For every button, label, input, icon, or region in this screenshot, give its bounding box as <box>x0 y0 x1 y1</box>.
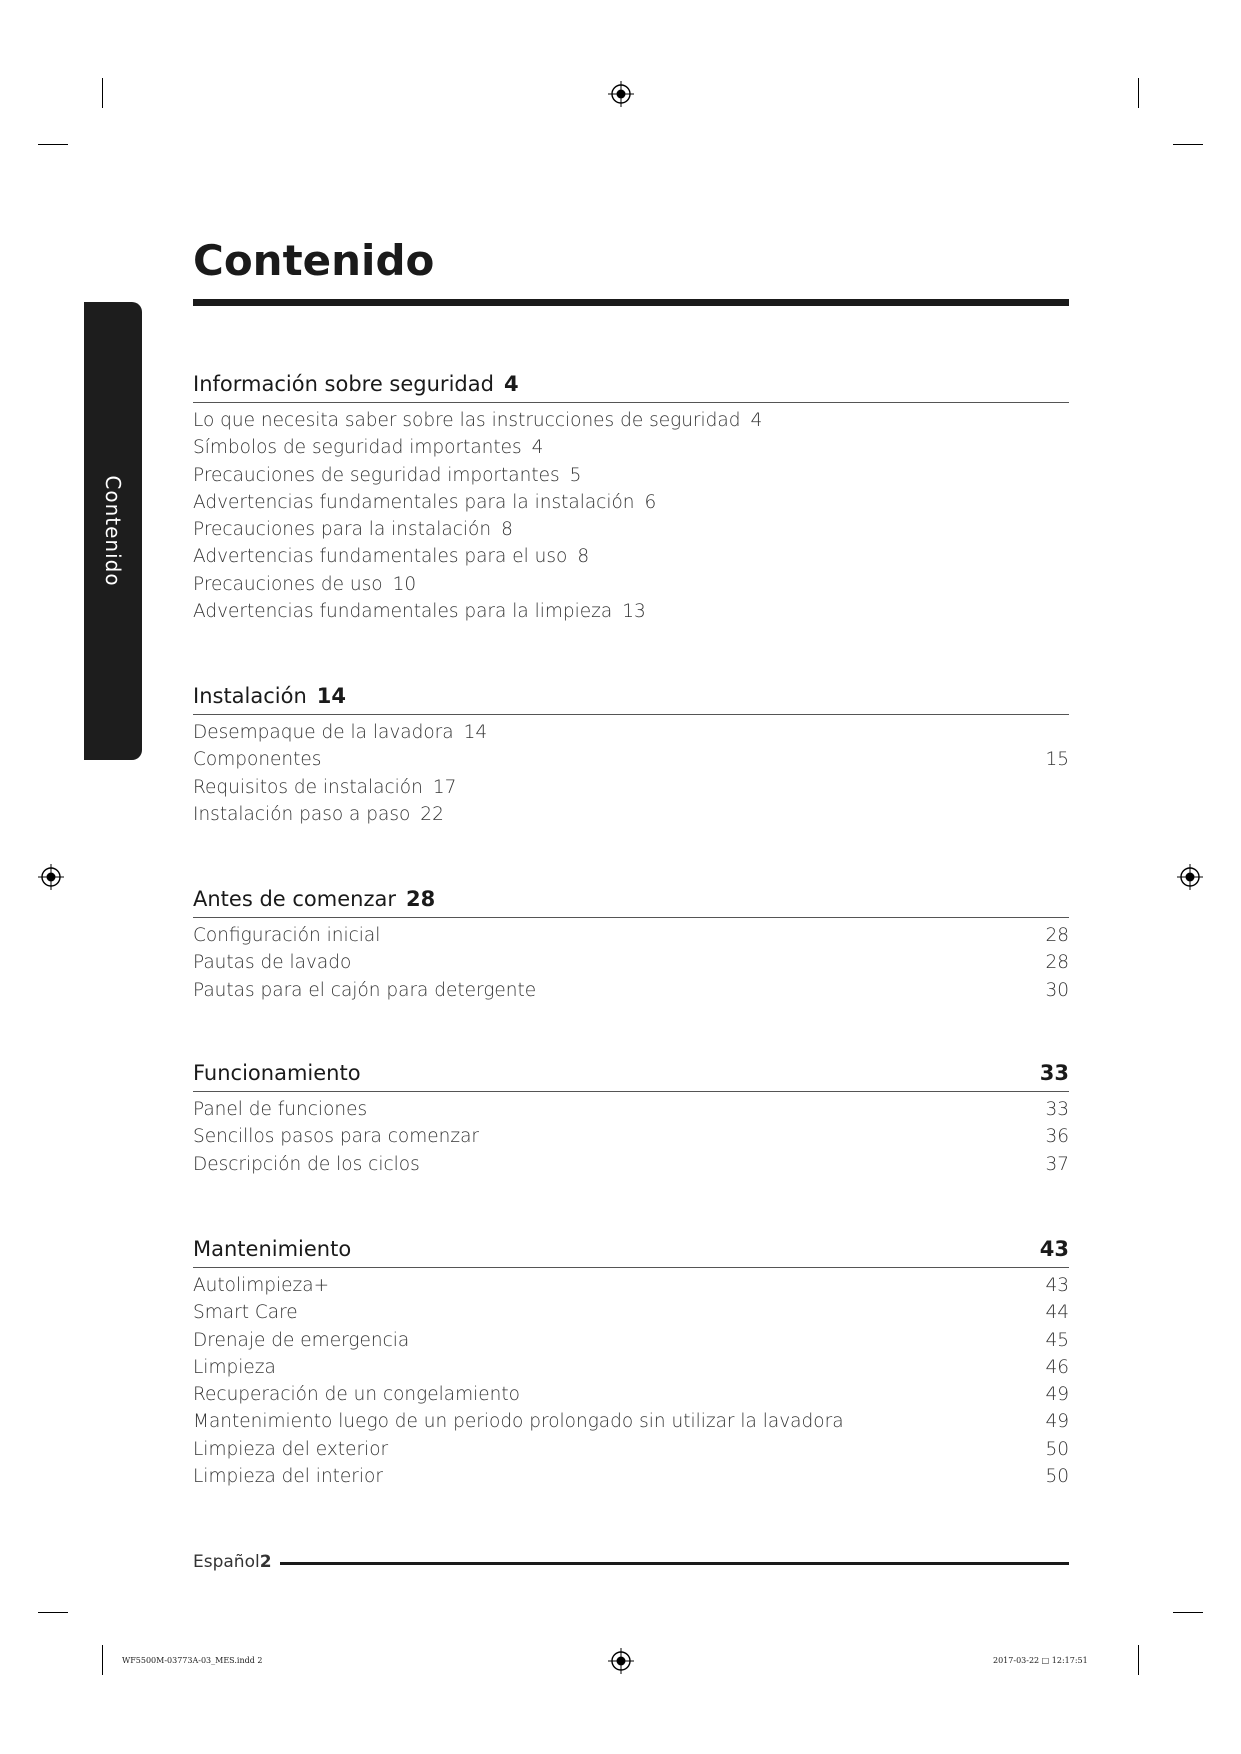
entry-page: 50 <box>1045 1466 1069 1488</box>
entry-page: 4 <box>750 410 763 431</box>
toc-section-instalacion <box>193 684 1069 828</box>
section-page: 14 <box>316 684 347 708</box>
entry-page: 33 <box>1045 1099 1069 1120</box>
section-heading[interactable] <box>193 684 1069 715</box>
entry-page: 49 <box>1045 1411 1069 1433</box>
toc-entry[interactable] <box>193 1151 1069 1178</box>
entry-label: Componentes <box>193 749 322 771</box>
entry-label: Limpieza <box>193 1356 276 1378</box>
entry-label: Pautas para el cajón para detergente <box>193 979 537 1001</box>
toc-entry[interactable] <box>193 407 1069 434</box>
entry-label: Autolimpieza+ <box>193 1275 330 1296</box>
section-heading[interactable] <box>193 887 1069 918</box>
section-page: 33 <box>1039 1061 1069 1085</box>
entry-label: Pautas de lavado <box>193 952 352 974</box>
page-title: Contenido <box>193 236 435 285</box>
toc-entry[interactable] <box>193 1123 1069 1150</box>
section-title: Funcionamiento <box>193 1061 361 1085</box>
entry-page: 44 <box>1045 1302 1069 1324</box>
toc-entry[interactable] <box>193 801 1069 828</box>
entry-label: Lo que necesita saber sobre las instrucciones de seguridad <box>193 410 741 431</box>
toc-entry[interactable] <box>193 1327 1069 1354</box>
entry-page: 4 <box>531 437 544 459</box>
entry-page: 15 <box>1045 749 1069 771</box>
entry-label: Precauciones de uso <box>193 573 383 595</box>
footer-language: Español <box>193 1552 260 1572</box>
crop-mark <box>102 78 103 108</box>
entry-label: Descripción de los ciclos <box>193 1153 420 1175</box>
crop-mark <box>1173 144 1203 145</box>
toc-section-mantenimiento <box>193 1237 1069 1490</box>
entry-list <box>193 719 1069 828</box>
toc-section-seguridad <box>193 372 1069 625</box>
entry-page: 50 <box>1045 1438 1069 1460</box>
entry-list <box>193 1272 1069 1490</box>
entry-list <box>193 1096 1069 1178</box>
entry-page: 28 <box>1045 952 1069 974</box>
toc-entry[interactable] <box>193 462 1069 489</box>
entry-page: 45 <box>1045 1329 1069 1351</box>
section-title: Mantenimiento <box>193 1237 352 1261</box>
section-page: 28 <box>405 887 436 911</box>
entry-page: 49 <box>1045 1384 1069 1406</box>
entry-page: 6 <box>644 491 657 513</box>
toc-entry[interactable] <box>193 977 1069 1004</box>
toc-entry[interactable] <box>193 922 1069 949</box>
print-slug-date: 2017-03-22 □ 12:17:51 <box>993 1656 1088 1665</box>
entry-label: Drenaje de emergencia <box>193 1329 410 1351</box>
entry-label: Precauciones de seguridad importantes <box>193 464 560 486</box>
entry-label: Smart Care <box>193 1302 298 1324</box>
toc-section-funcionamiento <box>193 1061 1069 1178</box>
side-tab-label: Contenido <box>101 475 125 587</box>
section-heading[interactable] <box>193 372 1069 403</box>
toc-entry[interactable] <box>193 571 1069 598</box>
entry-page: 36 <box>1045 1126 1069 1148</box>
toc-entry[interactable] <box>193 1354 1069 1381</box>
entry-label: Recuperación de un congelamiento <box>193 1384 520 1406</box>
entry-label: Símbolos de seguridad importantes <box>193 437 522 459</box>
entry-label: Advertencias fundamentales para la limpieza <box>193 601 613 623</box>
toc-entry[interactable] <box>193 1436 1069 1463</box>
entry-page: 13 <box>622 601 646 623</box>
entry-page: 30 <box>1045 979 1069 1001</box>
entry-list <box>193 407 1069 625</box>
section-title: Antes de comenzar <box>193 887 396 911</box>
registration-mark-icon <box>608 1648 634 1674</box>
entry-page: 8 <box>501 519 513 541</box>
crop-mark <box>38 144 68 145</box>
entry-label: Instalación paso a paso <box>193 803 411 825</box>
entry-label: Precauciones para la instalación <box>193 519 492 541</box>
entry-page: 46 <box>1045 1356 1069 1378</box>
registration-mark-icon <box>1177 864 1203 890</box>
toc-entry[interactable] <box>193 949 1069 976</box>
crop-mark <box>1138 78 1139 108</box>
entry-page: 8 <box>577 546 590 568</box>
entry-page: 5 <box>569 464 582 486</box>
entry-page: 28 <box>1045 925 1069 946</box>
toc-entry[interactable] <box>193 1463 1069 1490</box>
toc-entry[interactable] <box>193 719 1069 746</box>
entry-label: Limpieza del interior <box>193 1466 383 1488</box>
entry-page: 10 <box>392 573 417 595</box>
footer-page-number: 2 <box>259 1552 272 1572</box>
print-slug-file: WF5500M-03773A-03_MES.indd 2 <box>122 1656 263 1665</box>
toc-entry[interactable] <box>193 774 1069 801</box>
entry-page: 43 <box>1045 1275 1069 1296</box>
crop-mark <box>38 1612 68 1613</box>
section-page: 43 <box>1039 1237 1069 1261</box>
entry-label: Mantenimiento luego de un periodo prolongado sin utilizar la lavadora <box>193 1411 844 1433</box>
crop-mark <box>1138 1645 1139 1675</box>
side-tab <box>84 302 142 760</box>
entry-label: Limpieza del exterior <box>193 1438 389 1460</box>
entry-list <box>193 922 1069 1004</box>
entry-label: Advertencias fundamentales para el uso <box>193 546 568 568</box>
page-footer <box>193 1552 1069 1572</box>
toc-entry[interactable] <box>193 1096 1069 1123</box>
title-rule <box>193 299 1069 306</box>
toc-entry[interactable] <box>193 489 1069 516</box>
section-page: 4 <box>503 372 519 396</box>
entry-page: 22 <box>420 803 444 825</box>
entry-label: Requisitos de instalación <box>193 776 423 798</box>
entry-label: Configuración inicial <box>193 925 381 946</box>
section-heading[interactable] <box>193 1237 1069 1268</box>
toc-entry[interactable] <box>193 516 1069 543</box>
section-title: Instalación <box>193 684 307 708</box>
toc-entry[interactable] <box>193 746 1069 773</box>
entry-page: 14 <box>463 722 488 743</box>
toc-section-antes-de-comenzar <box>193 887 1069 1004</box>
registration-mark-icon <box>38 864 64 890</box>
toc-entry[interactable] <box>193 543 1069 570</box>
entry-page: 17 <box>432 776 457 798</box>
toc-entry[interactable] <box>193 1381 1069 1408</box>
toc-entry[interactable] <box>193 1272 1069 1299</box>
entry-page: 37 <box>1045 1153 1069 1175</box>
entry-label: Panel de funciones <box>193 1099 368 1120</box>
entry-label: Sencillos pasos para comenzar <box>193 1126 480 1148</box>
crop-mark <box>1173 1612 1203 1613</box>
toc-entry[interactable] <box>193 1408 1069 1435</box>
entry-label: Advertencias fundamentales para la instalación <box>193 491 635 513</box>
section-heading[interactable] <box>193 1061 1069 1092</box>
footer-page-label <box>193 1552 272 1572</box>
footer-rule <box>280 1562 1069 1565</box>
entry-label: Desempaque de la lavadora <box>193 722 454 743</box>
crop-mark <box>102 1645 103 1675</box>
section-title: Información sobre seguridad <box>193 372 494 396</box>
toc-entry[interactable] <box>193 598 1069 625</box>
registration-mark-icon <box>608 81 634 107</box>
toc-entry[interactable] <box>193 434 1069 461</box>
toc-entry[interactable] <box>193 1299 1069 1326</box>
